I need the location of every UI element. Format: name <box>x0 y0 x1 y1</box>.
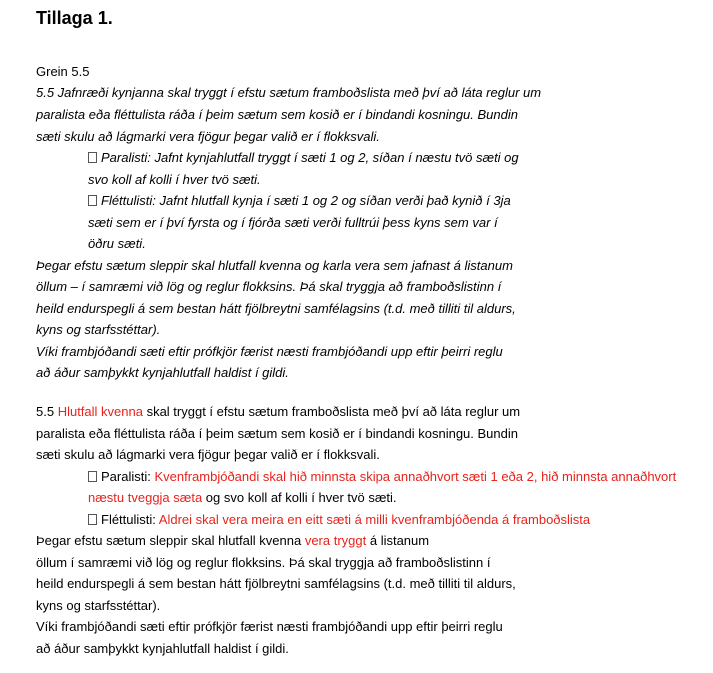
original-line: sæti sem er í því fyrsta og í fjórða sæti verði fulltrúi þess kyns sem var í <box>88 215 498 230</box>
revised-line: heild endurspegli á sem bestan hátt fjölbreytni samfélagsins (t.d. með tilliti til aldurs, <box>36 576 516 591</box>
section-label: Grein 5.5 <box>36 64 90 79</box>
revised-line: að áður samþykkt kynjahlutfall haldist í gildi. <box>36 641 289 656</box>
original-line: paralista eða fléttulista ráða í þeim sætum sem kosið er í bindandi kosningu. Bundin <box>36 107 518 122</box>
original-line: sæti skulu að lágmarki vera fjögur þegar valið er í flokksvali. <box>36 129 380 144</box>
page-title: Tillaga 1. <box>36 8 113 28</box>
original-line: öllum – í samræmi við lög og reglur flokksins. Þá skal tryggja að framboðslistinn í <box>36 279 502 294</box>
revised-line: paralista eða fléttulista ráða í þeim sætum sem kosið er í bindandi kosningu. Bundin <box>36 426 518 441</box>
revised-line: Víki frambjóðandi sæti eftir prófkjör færist næsti frambjóðandi upp eftir þeirri reglu <box>36 619 503 634</box>
original-line: 5.5 Jafnræði kynjanna skal tryggt í efstu sætum framboðslista með því að láta reglur um <box>36 85 542 100</box>
highlight-text: vera tryggt <box>304 533 367 548</box>
bullet-box-icon <box>88 471 97 482</box>
revised-line: kyns og starfsstéttar). <box>36 598 161 613</box>
original-line: öðru sæti. <box>88 236 146 251</box>
highlight-text: Aldrei skal vera meira en eitt sæti á milli kvenframbjóðenda á framboðslista <box>158 512 591 527</box>
revised-bullet-flettulisti: Fléttulisti: Aldrei skal vera meira en eitt sæti á milli kvenframbjóðenda á framboðslista <box>88 511 590 529</box>
original-line: kyns og starfsstéttar). <box>36 322 161 337</box>
original-line: heild endurspegli á sem bestan hátt fjölbreytni samfélagsins (t.d. með tilliti til aldurs, <box>36 301 516 316</box>
revised-line: sæti skulu að lágmarki vera fjögur þegar valið er í flokksvali. <box>36 447 380 462</box>
revised-line: næstu tveggja sæta og svo koll af kolli í hver tvö sæti. <box>88 490 397 505</box>
original-bullet-flettulisti: Fléttulisti: Jafnt hlutfall kynja í sæti 1 og 2 og síðan verði það kynið í 3ja <box>88 192 511 210</box>
highlight-text: Hlutfall kvenna <box>57 404 143 419</box>
original-bullet-paralisti: Paralisti: Jafnt kynjahlutfall tryggt í sæti 1 og 2, síðan í næstu tvö sæti og <box>88 149 519 167</box>
bullet-box-icon <box>88 195 97 206</box>
bullet-box-icon <box>88 152 97 163</box>
original-line: Víki frambjóðandi sæti eftir prófkjör færist næsti frambjóðandi upp eftir þeirri reglu <box>36 344 503 359</box>
highlight-text: næstu tveggja sæta <box>88 490 203 505</box>
original-line: að áður samþykkt kynjahlutfall haldist í gildi. <box>36 365 289 380</box>
revised-line: Þegar efstu sætum sleppir skal hlutfall kvenna vera tryggt á listanum <box>36 533 430 548</box>
original-line: Þegar efstu sætum sleppir skal hlutfall kvenna og karla vera sem jafnast á listanum <box>36 258 513 273</box>
revised-line: 5.5 Hlutfall kvenna skal tryggt í efstu sætum framboðslista með því að láta reglur um <box>36 404 521 419</box>
revised-bullet-paralisti: Paralisti: Kvenframbjóðandi skal hið minnsta skipa annaðhvort sæti 1 eða 2, hið minnsta annaðhvort <box>88 468 676 486</box>
original-line: svo koll af kolli í hver tvö sæti. <box>88 172 261 187</box>
highlight-text: Kvenframbjóðandi skal hið minnsta skipa annaðhvort sæti 1 eða 2, hið minnsta annaðhvort <box>154 469 677 484</box>
bullet-box-icon <box>88 514 97 525</box>
revised-line: öllum í samræmi við lög og reglur flokksins. Þá skal tryggja að framboðslistinn í <box>36 555 491 570</box>
